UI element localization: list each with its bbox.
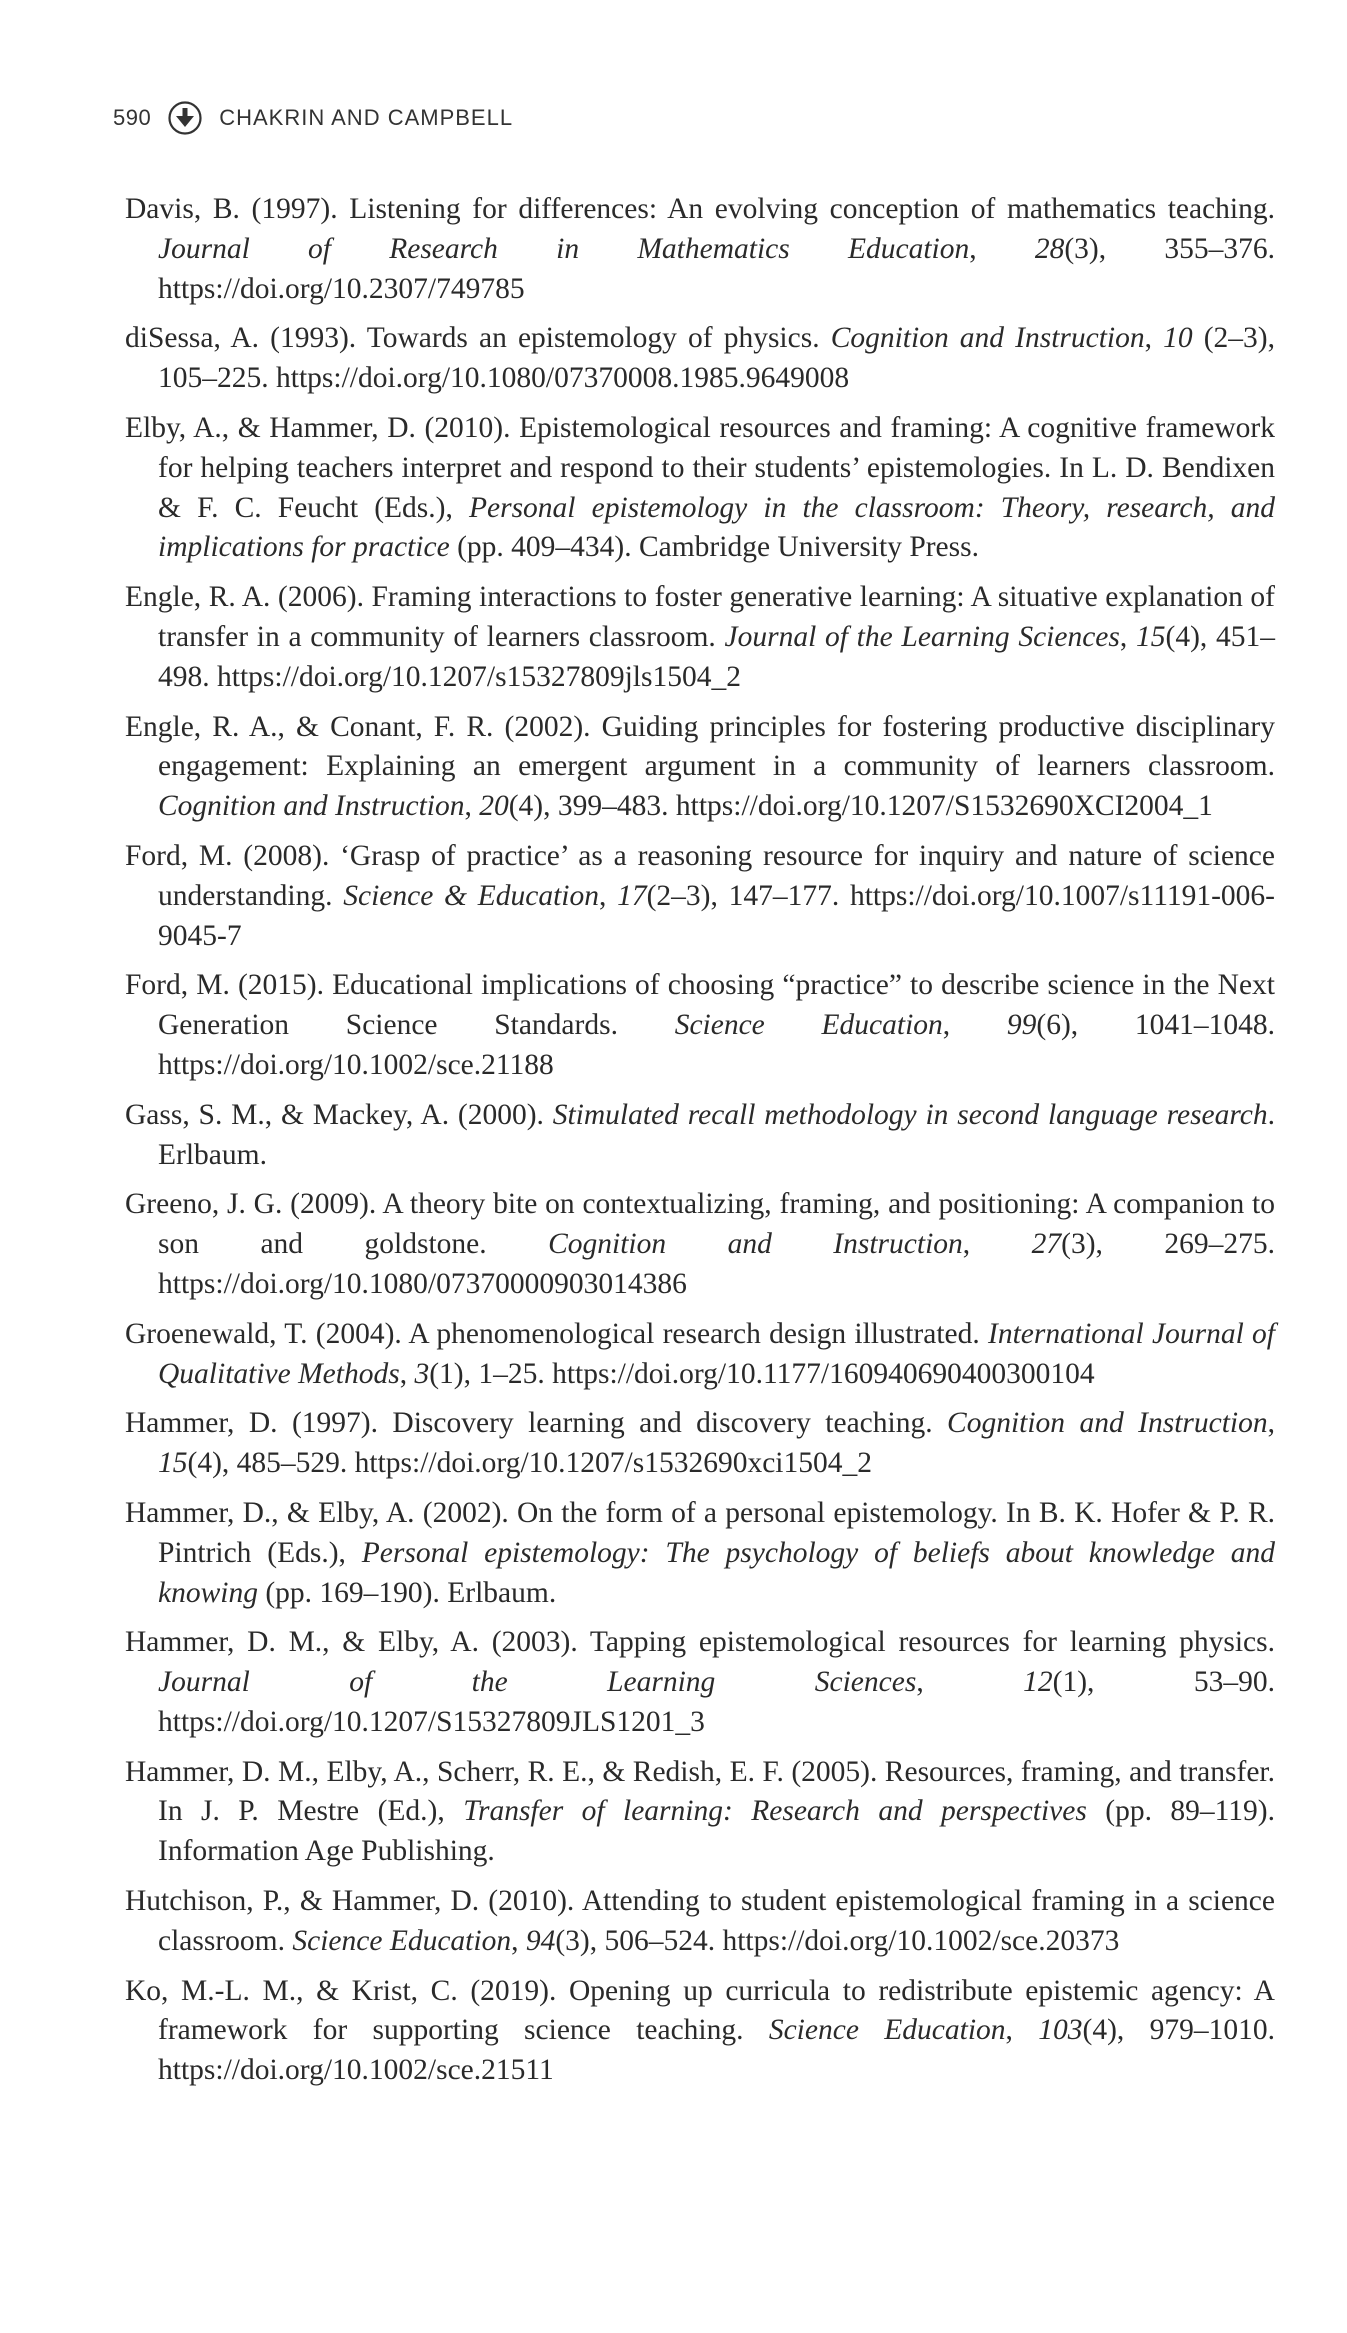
reference-details: (3), 269–275. https://doi.org/10.1080/07370000903014386 — [158, 1228, 1276, 1300]
reference-details: (1), 1–25. https://doi.org/10.1177/160940690400300104 — [429, 1357, 1095, 1390]
reference-volume: 12 — [1023, 1666, 1053, 1699]
reference-source-title: Science Education — [768, 2014, 1006, 2047]
reference-details: (pp. 89–119). Information Age Publishing. — [158, 1795, 1275, 1868]
reference-volume: 103 — [1038, 2014, 1083, 2047]
reference-volume: 20 — [479, 790, 509, 823]
reference-volume: 15 — [1136, 620, 1166, 653]
reference-entry — [125, 1882, 1275, 1962]
reference-separator: , — [1005, 2014, 1039, 2047]
reference-volume: 94 — [525, 1924, 556, 1957]
reference-volume: 28 — [1034, 232, 1065, 265]
reference-text: Ford, M. (2008). ‘Grasp of practice’ as a reasoning resource for inquiry and nature of science understanding. — [125, 839, 1275, 912]
reference-source-title: Stimulated recall methodology in second language research — [552, 1098, 1268, 1131]
reference-text: Engle, R. A. (2006). Framing interactions to foster generative learning: A situative explanation of transfer in a community of learners classroom. — [125, 581, 1275, 653]
reference-text: Hammer, D. (1997). Discovery learning and discovery teaching. — [125, 1407, 948, 1440]
reference-text: diSessa, A. (1993). Towards an epistemology of physics. — [125, 322, 831, 355]
reference-text: Hammer, D. M., Elby, A., Scherr, R. E., & Redish, E. F. (2005). Resources, framing, and transfer. In J. P. Mestre (Ed.), — [125, 1755, 1275, 1828]
reference-text: Davis, B. (1997). Listening for differences: An evolving conception of mathematics teaching. — [125, 193, 1275, 225]
reference-source-title: Science & Education — [343, 879, 599, 912]
reference-volume: 10 — [1163, 322, 1193, 355]
reference-source-title: Cognition and Instruction — [947, 1407, 1268, 1440]
reference-volume: 27 — [1031, 1228, 1062, 1261]
reference-details: (4), 979–1010. https://doi.org/10.1002/sce.21511 — [158, 2014, 1276, 2087]
reference-source-title: Journal of the Learning Sciences — [158, 1666, 917, 1699]
reference-details: (1), 53–90. https://doi.org/10.1207/S15327809JLS1201_3 — [158, 1666, 1276, 1738]
reference-details: (4), 451–498. https://doi.org/10.1207/s15327809jls1504_2 — [158, 620, 1275, 693]
reference-separator: , — [942, 1009, 1007, 1042]
reference-text: Groenewald, T. (2004). A phenomenological research design illustrated. — [125, 1317, 989, 1350]
reference-source-title: Cognition and Instruction — [548, 1228, 963, 1261]
reference-details: (3), 355–376. https://doi.org/10.2307/749785 — [158, 232, 1275, 305]
reference-source-title: Science Education — [674, 1009, 943, 1042]
page-number: 590 — [113, 105, 152, 130]
reference-details: (pp. 169–190). Erlbaum. — [257, 1576, 557, 1609]
reference-text: Gass, S. M., & Mackey, A. (2000). — [125, 1098, 553, 1131]
reference-entry — [125, 1315, 1275, 1395]
reference-volume: 17 — [617, 879, 647, 912]
reference-details: (2–3), 105–225. https://doi.org/10.1080/07370008.1985.9649008 — [158, 322, 1276, 395]
reference-details: (pp. 409–434). Cambridge University Press. — [449, 531, 979, 564]
reference-source-title: Personal epistemology: The psychology of beliefs about knowledge and knowing — [158, 1536, 1275, 1609]
reference-entry — [125, 966, 1275, 1085]
reference-separator: , — [1144, 322, 1164, 355]
reference-separator: , — [1267, 1407, 1275, 1440]
reference-separator: , — [1119, 620, 1136, 653]
reference-source-title: International Journal of Qualitative Methods — [158, 1317, 1275, 1390]
reference-details: (3), 506–524. https://doi.org/10.1002/sce.20373 — [555, 1924, 1120, 1957]
reference-entry — [125, 1623, 1275, 1742]
running-head: CHAKRIN AND CAMPBELL — [219, 105, 514, 130]
reference-details: . Erlbaum. — [158, 1098, 1275, 1171]
publisher-logo-icon — [167, 100, 203, 136]
reference-text: Hammer, D., & Elby, A. (2002). On the form of a personal epistemology. In B. K. Hofer & P. R. Pintrich (Eds.), — [125, 1496, 1275, 1569]
reference-entry — [125, 578, 1275, 697]
reference-entry — [125, 837, 1275, 956]
reference-volume: 3 — [414, 1357, 430, 1390]
reference-source-title: Cognition and Instruction — [158, 790, 465, 823]
reference-separator: , — [511, 1924, 526, 1957]
reference-source-title: Transfer of learning: Research and perspectives — [463, 1795, 1087, 1828]
reference-list — [125, 190, 1275, 2101]
page-header — [113, 98, 513, 138]
reference-source-title: Journal of Research in Mathematics Education — [158, 232, 970, 265]
reference-source-title: Personal epistemology in the classroom: Theory, research, and implications for practice — [158, 491, 1275, 564]
reference-text: Hammer, D. M., & Elby, A. (2003). Tapping epistemological resources for learning physics. — [125, 1626, 1275, 1659]
reference-separator: , — [464, 790, 480, 823]
reference-entry — [125, 1096, 1275, 1176]
reference-entry — [125, 708, 1275, 827]
reference-separator: , — [969, 232, 1035, 265]
reference-entry — [125, 1185, 1275, 1304]
reference-text: Engle, R. A., & Conant, F. R. (2002). Guiding principles for fostering productive disciplinary engagement: Explaining an emergent argument in a community of learners classroom. — [125, 710, 1275, 783]
reference-details: (2–3), 147–177. https://doi.org/10.1007/s11191-006-9045-7 — [158, 879, 1275, 952]
reference-volume: 15 — [158, 1447, 188, 1480]
reference-entry — [125, 190, 1275, 309]
reference-separator: , — [962, 1228, 1032, 1261]
reference-entry — [125, 1753, 1275, 1872]
reference-entry — [125, 1972, 1275, 2091]
reference-text: Hutchison, P., & Hammer, D. (2010). Attending to student epistemological framing in a science classroom. — [125, 1885, 1275, 1957]
reference-separator: , — [399, 1357, 415, 1390]
reference-source-title: Journal of the Learning Sciences — [724, 620, 1120, 653]
reference-separator: , — [599, 879, 618, 912]
reference-text: Ford, M. (2015). Educational implications of choosing “practice” to describe science in the Next Generation Science Standards. — [125, 969, 1275, 1042]
reference-entry — [125, 319, 1275, 399]
reference-details: (4), 485–529. https://doi.org/10.1207/s1532690xci1504_2 — [187, 1447, 873, 1480]
reference-details: (4), 399–483. https://doi.org/10.1207/S1532690XCI2004_1 — [508, 790, 1213, 823]
reference-entry — [125, 1404, 1275, 1484]
reference-text: Ko, M.-L. M., & Krist, C. (2019). Opening up curricula to redistribute epistemic agency: A framework for supporting science teaching. — [125, 1974, 1275, 2047]
reference-source-title: Cognition and Instruction — [830, 322, 1145, 355]
reference-separator: , — [916, 1666, 1024, 1699]
reference-text: Greeno, J. G. (2009). A theory bite on contextualizing, framing, and positioning: A companion to son and goldstone. — [125, 1188, 1275, 1261]
reference-volume: 99 — [1006, 1009, 1037, 1042]
reference-source-title: Science Education — [292, 1924, 512, 1957]
reference-text: Elby, A., & Hammer, D. (2010). Epistemological resources and framing: A cognitive framework for helping teachers interpret and respond to their students’ epistemologies. In L. D. Bendixen & F. C. Feucht (Eds.), — [125, 411, 1275, 524]
reference-entry — [125, 409, 1275, 568]
reference-details: (6), 1041–1048. https://doi.org/10.1002/sce.21188 — [158, 1009, 1276, 1081]
reference-entry — [125, 1494, 1275, 1613]
